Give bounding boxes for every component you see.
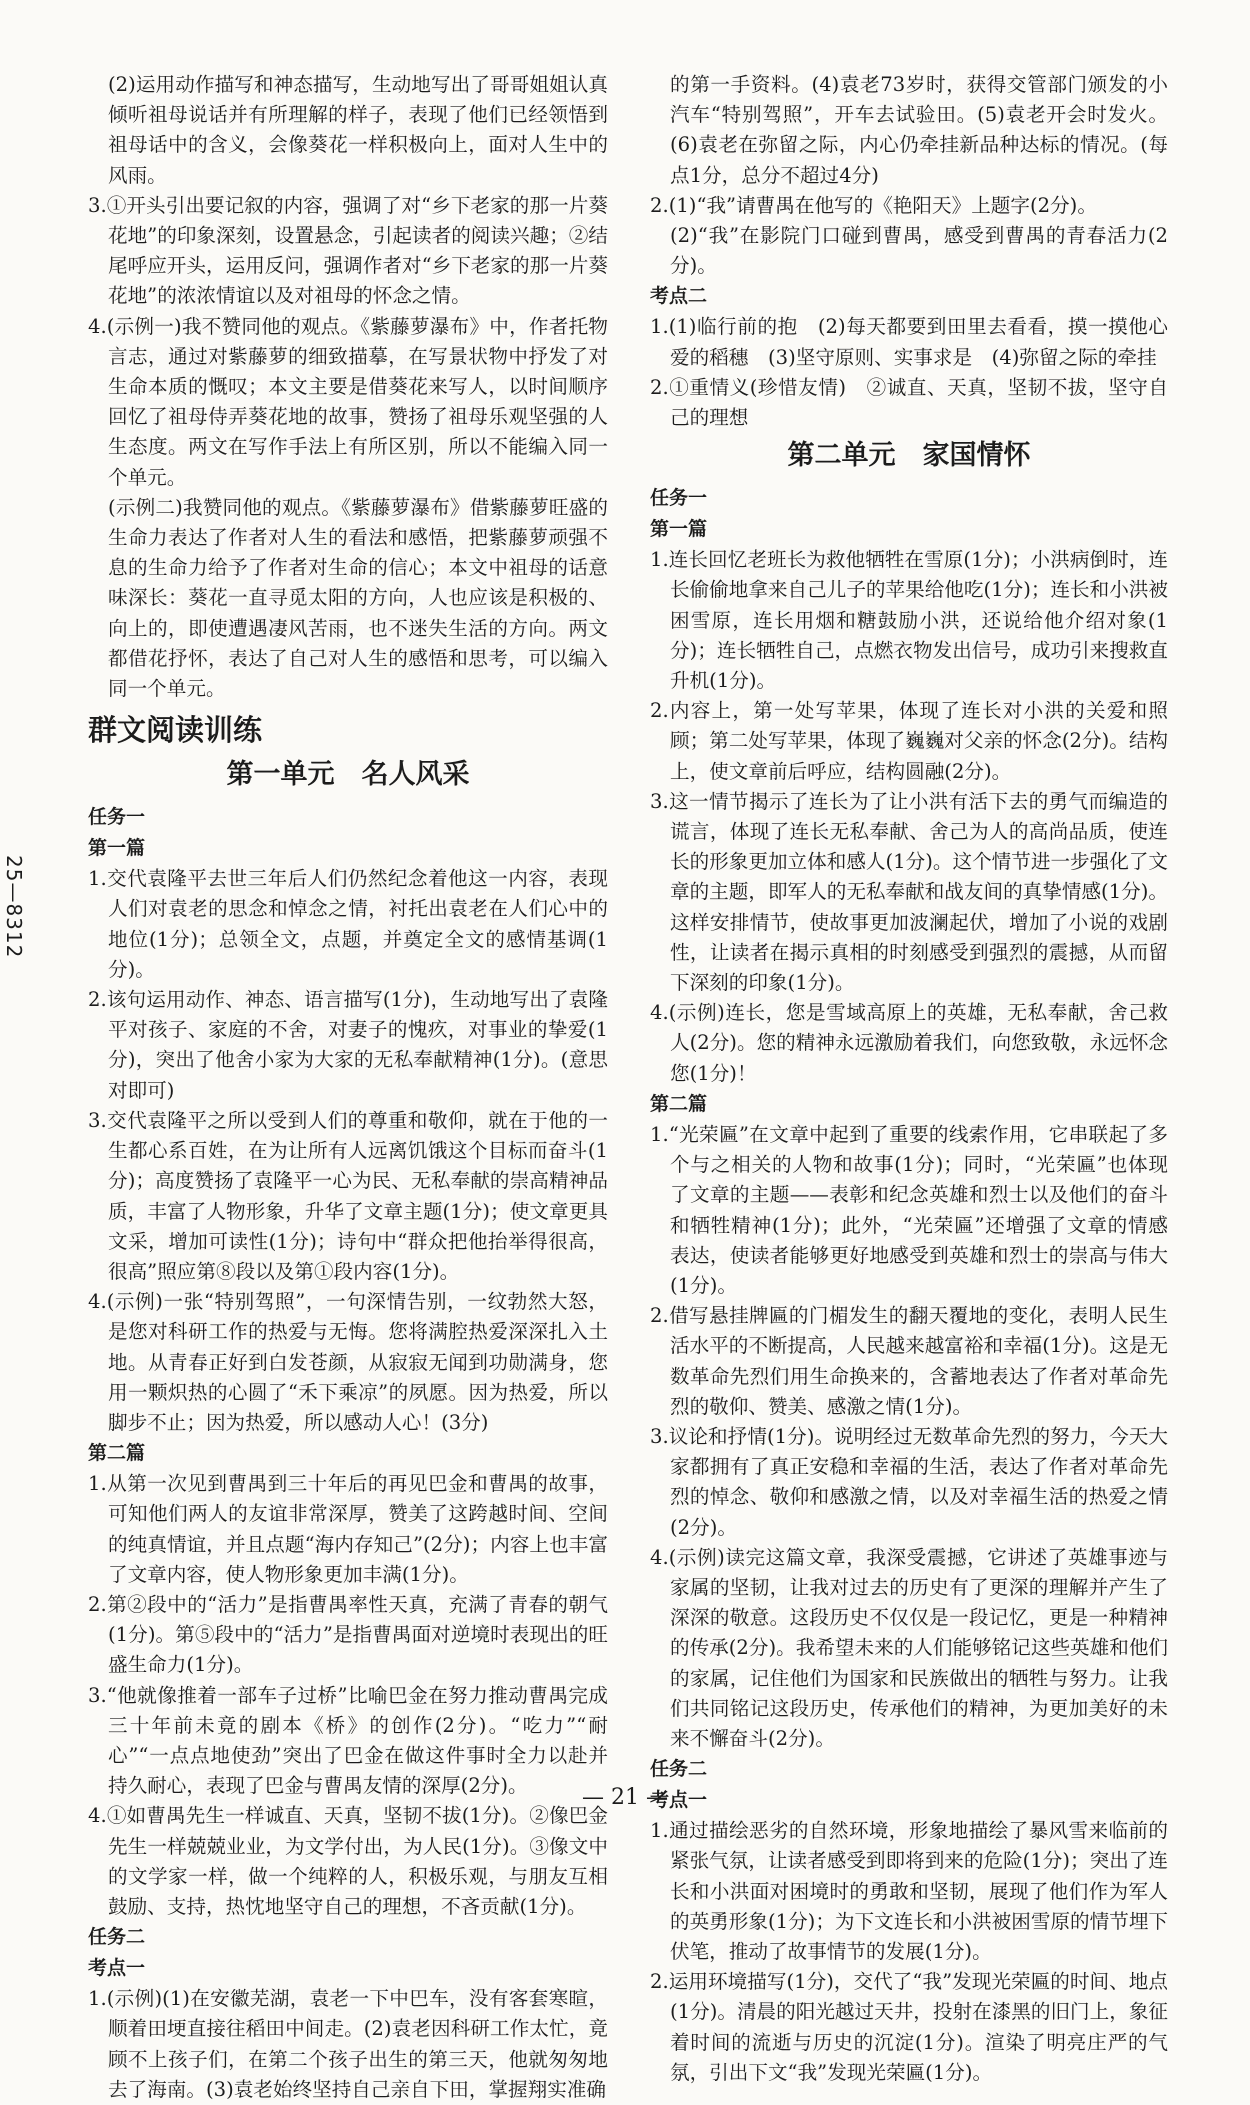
- answer-item: 3.①开头引出要记叙的内容，强调了对“乡下老家的那一片葵花地”的印象深刻，设置悬念，引起读者的阅读兴趣；②结尾呼应开头，运用反问，强调作者对“乡下老家的那一片葵花地”的浓浓情谊以及对祖母的怀念之情。: [88, 193, 608, 308]
- answer-item: 2.内容上，第一处写苹果，体现了连长对小洪的关爱和照顾；第二处写苹果，体现了巍巍对父亲的怀念(2分)。结构上，使文章前后呼应，结构圆融(2分)。: [650, 699, 1169, 783]
- answer-item: 2.(1)“我”请曹禺在他写的《艳阳天》上题字(2分)。: [650, 193, 1097, 217]
- section-title: 群文阅读训练: [88, 713, 263, 748]
- answer-item: 2.该句运用动作、神态、语言描写(1分)，生动地写出了袁隆平对孩子、家庭的不舍，对妻子的愧疚，对事业的挚爱(1分)，突出了他舍小家为大家的无私奉献精神(1分)。(意思对即可): [88, 988, 608, 1102]
- answer-item: 4.(示例)一张“特别驾照”，一句深情告别，一纹勃然大怒，是您对科研工作的热爱与无悔。您将满腔热爱深深扎入土地。从青春正好到白发苍颜，从寂寂无闻到功勋满身，您用一颗炽热的心圆了“禾下乘凉”的夙愿。因为热爱，所以脚步不止；因为热爱，所以感动人心！(3分): [88, 1290, 608, 1434]
- answer-item: 3.“他就像推着一部车子过桥”比喻巴金在努力推动曹禺完成三十年前未竟的剧本《桥》的创作(2分)。“吃力”“耐心”“一点点地使劲”突出了巴金在做这件事时全力以赴并持久耐心，表现了巴金与曹禺友情的深厚(2分)。: [88, 1683, 608, 1798]
- answer-item: 3.议论和抒情(1分)。说明经过无数革命先烈的努力，今天大家都拥有了真正安稳和幸福的生活，表达了作者对革命先烈的悼念、敬仰和感激之情，以及对幸福生活的热爱之情(2分)。: [650, 1424, 1168, 1539]
- answer-item: 2.第②段中的“活力”是指曹禺率性天真，充满了青春的朝气(1分)。第⑤段中的“活力”是指曹禺面对逆境时表现出的旺盛生命力(1分)。: [88, 1592, 608, 1677]
- answer-item: 2.运用环境描写(1分)，交代了“我”发现光荣匾的时间、地点(1分)。清晨的阳光越过天井，投射在漆黑的旧门上，象征着时间的流逝与历史的沉淀(1分)。渲染了明亮庄严的气氛，引出下文“我”发现光荣匾(1分)。: [650, 1970, 1169, 2084]
- answer-item: 1.从第一次见到曹禺到三十年后的再见巴金和曹禺的故事，可知他们两人的友谊非常深厚，赞美了这跨越时间、空间的纯真情谊，并且点题“海内存知己”(2分)；内容上也丰富了文章内容，使人物形象更加丰满(1分)。: [88, 1472, 608, 1586]
- answer-item: 2.①重情义(珍惜友情) ②诚直、天真，坚韧不拔，坚守自己的理想: [650, 375, 1168, 430]
- task-label: 任务二: [650, 1758, 708, 1781]
- unit-title: 第二单元 家国情怀: [787, 440, 1031, 472]
- piece-label: 第二篇: [88, 1442, 146, 1465]
- point-label: 考点二: [650, 285, 708, 308]
- answer-item: 4.(示例)读完这篇文章，我深受震撼，它讲述了英雄事迹与家属的坚韧，让我对过去的历史有了更深的理解并产生了深深的敬意。这段历史不仅仅是一段记忆，更是一种精神的传承(2分)。我希望未来的人们能够铭记这些英雄和他们的家属，记住他们为国家和民族做出的牺牲与努力。让我们共同铭记这段历史，传承他们的精神，为更加美好的未来不懈奋斗(2分)。: [650, 1545, 1169, 1750]
- answer-item: 1.(示例)(1)在安徽芜湖，袁老一下中巴车，没有客套寒暄，顺着田埂直接往稻田中间走。(2)袁老因科研工作太忙，竟顾不上孩子们，在第二个孩子出生的第三天，他就匆匆地去了海南。(3)袁老始终坚持自己亲自下田，掌握翔实准确: [88, 1987, 608, 2101]
- answer-item: 4.(示例一)我不赞同他的观点。《紫藤萝瀑布》中，作者托物言志，通过对紫藤萝的细致描摹，在写景状物中抒发了对生命本质的慨叹；本文主要是借葵花来写人，以时间顺序回忆了祖母侍弄葵花地的故事，赞扬了祖母乐观坚强的人生态度。两文在写作手法上有所区别，所以不能编入同一个单元。: [88, 314, 608, 489]
- answer-item: 4.(示例)连长，您是雪域高原上的英雄，无私奉献，舍己救人(2分)。您的精神永远激励着我们，向您致敬，永远怀念您(1分)！: [650, 1001, 1169, 1085]
- task-label: 任务二: [88, 1926, 146, 1949]
- unit-title: 第一单元 名人风采: [226, 759, 470, 791]
- point-label: 考点一: [650, 1789, 708, 1812]
- answer-paragraph: (2)运用动作描写和神态描写，生动地写出了哥哥姐姐认真倾听祖母说话并有所理解的样子，表现了他们已经领悟到祖母话中的含义，会像葵花一样积极向上，面对人生中的风雨。: [108, 73, 608, 187]
- answer-item: 1.交代袁隆平去世三年后人们仍然纪念着他这一内容，表现人们对袁老的思念和悼念之情，衬托出袁老在人们心中的地位(1分)；总领全文，点题，并奠定全文的感情基调(1分)。: [88, 867, 608, 981]
- answer-item: 1.通过描绘恶劣的自然环境，形象地描绘了暴风雪来临前的紧张气氛，让读者感受到即将到来的危险(1分)；突出了连长和小洪面对困境时的勇敢和坚韧，展现了他们作为军人的英勇形象(1分)；为下文连长和小洪被困雪原的情节埋下伏笔，推动了故事情节的发展(1分)。: [650, 1819, 1169, 1963]
- answer-item: 2.借写悬挂牌匾的门楣发生的翻天覆地的变化，表明人民生活水平的不断提高，人民越来越富裕和幸福(1分)。这是无数革命先烈们用生命换来的，含蓄地表达了作者对革命先烈的敬仰、赞美、感激之情(1分)。: [650, 1304, 1169, 1418]
- answer-paragraph: (2)“我”在影院门口碰到曹禺，感受到曹禺的青春活力(2分)。: [670, 224, 1168, 278]
- answer-item: 1.连长回忆老班长为救他牺牲在雪原(1分)；小洪病倒时，连长偷偷地拿来自己儿子的苹果给他吃(1分)；连长和小洪被困雪原，连长用烟和糖鼓励小洪，还说给他介绍对象(1分)；连长牺牲自己，点燃衣物发出信号，成功引来搜救直升机(1分)。: [650, 548, 1169, 693]
- task-label: 任务一: [650, 487, 708, 510]
- answer-item: 3.这一情节揭示了连长为了让小洪有活下去的勇气而编造的谎言，体现了连长无私奉献、舍己为人的高尚品质，使连长的形象更加立体和感人(1分)。这个情节进一步强化了文章的主题，即军人的无私奉献和战友间的真挚情感(1分)。这样安排情节，使故事更加波澜起伏，增加了小说的戏剧性，让读者在揭示真相的时刻感受到强烈的震撼，从而留下深刻的印象(1分)。: [650, 789, 1169, 995]
- answer-item: 3.交代袁隆平之所以受到人们的尊重和敬仰，就在于他的一生都心系百姓，在为让所有人远离饥饿这个目标而奋斗(1分)；高度赞扬了袁隆平一心为民、无私奉献的崇高精神品质，丰富了人物形象，升华了文章主题(1分)；使文章更具文采，增加可读性(1分)；诗句中“群众把他抬举得很高，很高”照应第⑧段以及第①段内容(1分)。: [88, 1108, 608, 1283]
- piece-label: 第一篇: [650, 518, 708, 541]
- answer-item: 1.“光荣匾”在文章中起到了重要的线索作用，它串联起了多个与之相关的人物和故事(1分)；同时，“光荣匾”也体现了文章的主题——表彰和纪念英雄和烈士以及他们的奋斗和牺牲精神(1分)；此外，“光荣匾”还增强了文章的情感表达，使读者能够更好地感受到英雄和烈士的崇高与伟大(1分)。: [650, 1122, 1168, 1297]
- answer-paragraph: (示例二)我赞同他的观点。《紫藤萝瀑布》借紫藤萝旺盛的生命力表达了作者对人生的看法和感悟，把紫藤萝顽强不息的生命力给予了作者对生命的信心；本文中祖母的话意味深长：葵花一直寻觅太阳的方向，人也应该是积极的、向上的，即使遭遇凄风苦雨，也不迷失生活的方向。两文都借花抒怀，表达了自己对人生的感悟和思考，可以编入同一个单元。: [108, 495, 608, 701]
- task-label: 任务一: [88, 806, 146, 829]
- page-number: — 21 —: [582, 1785, 668, 1810]
- piece-label: 第一篇: [88, 837, 146, 860]
- point-label: 考点一: [88, 1957, 146, 1980]
- answer-paragraph: 的第一手资料。(4)袁老73岁时，获得交管部门颁发的小汽车“特别驾照”，开车去试验田。(5)袁老开会时发火。(6)袁老在弥留之际，内心仍牵挂新品种达标的情况。(每点1分，总分不超过4分): [670, 73, 1168, 187]
- side-code: 25—8312: [2, 855, 26, 959]
- answer-item: 1.(1)临行前的抱 (2)每天都要到田里去看看，摸一摸他心爱的稻穗 (3)坚守原则、实事求是 (4)弥留之际的牵挂: [650, 315, 1168, 369]
- piece-label: 第二篇: [650, 1092, 708, 1115]
- answer-item: 4.①如曹禺先生一样诚直、天真，坚韧不拔(1分)。②像巴金先生一样兢兢业业，为文学付出，为人民(1分)。③像文中的文学家一样，做一个纯粹的人，积极乐观，与朋友互相鼓励、支持，热忱地坚守自己的理想，不吝贡献(1分)。: [88, 1804, 608, 1918]
